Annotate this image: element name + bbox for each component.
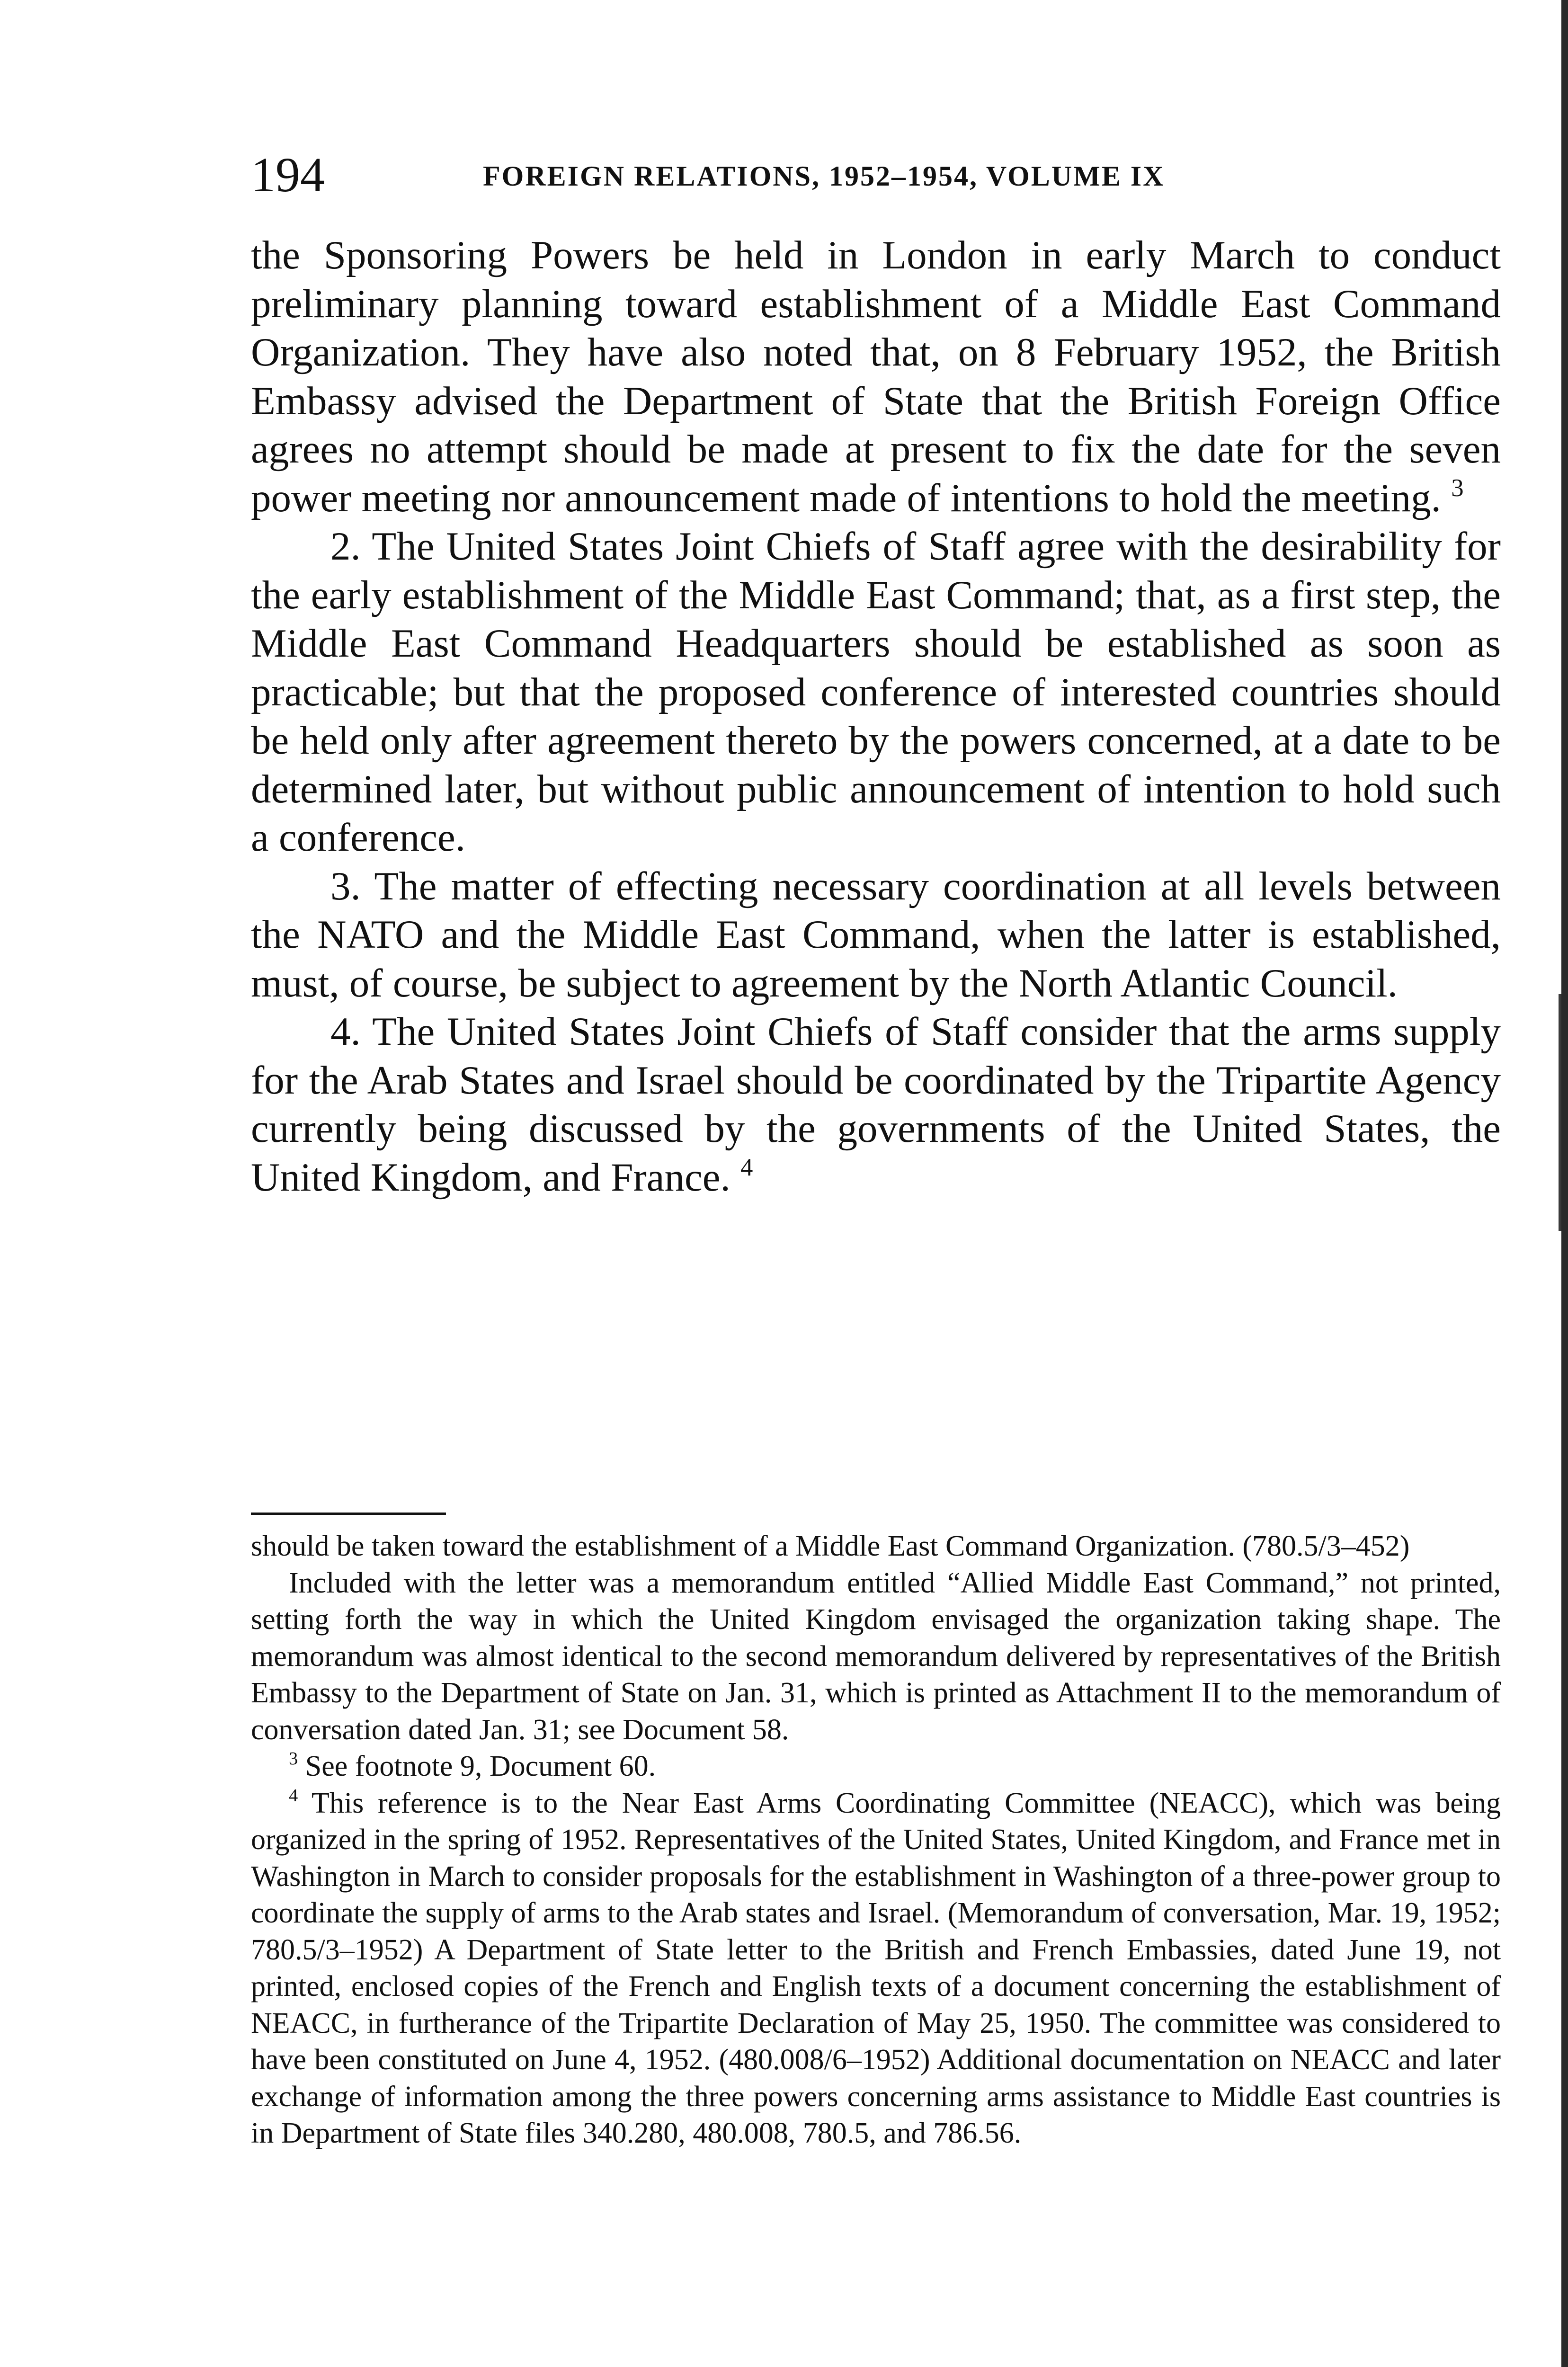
- footnote-continued: should be taken toward the establishment of a Middle East Command Organization. (780.5/3–452): [251, 1530, 1410, 1562]
- footnote-4-number: 4: [289, 1785, 298, 1806]
- footnote-3-text: See footnote 9, Document 60.: [305, 1750, 656, 1782]
- scan-border-shadow: [1559, 994, 1561, 1231]
- footnote-4-text: This reference is to the Near East Arms Coordinating Committee (NEACC), which was being organized in the spring of 1952. Representatives of the United States, United Kingdom, and France met in Washington in March to consider proposals for the establishment in Washington of a three-power group to coordinate the supply of arms to the Arab states and Israel. (Memorandum of conversation, Mar. 19, 1952; 780.5/3–1952) A Department of State letter to the British and French Embassies, dated June 19, not printed, enclosed copies of the French and English texts of a document concerning the establishment of NEACC, in furtherance of the Tripartite Declaration of May 25, 1950. The committee was considered to have been constituted on June 4, 1952. (480.008/6–1952) Additional documentation on NEACC and later exchange of information among the three powers concerning arms assistance to Middle East countries is in Department of State files 340.280, 480.008, 780.5, and 786.56.: [251, 1787, 1501, 2149]
- body-text: [251, 231, 1501, 1201]
- footnote-3-number: 3: [289, 1749, 298, 1769]
- body-paragraph-4: [251, 1007, 1501, 1201]
- footnote-4: [251, 1785, 1501, 2152]
- footnote-continued-paragraph: Included with the letter was a memorandum entitled “Allied Middle East Command,” not printed, setting forth the way in which the United Kingdom envisaged the organization taking shape. The memorandum was almost identical to the second memorandum delivered by representatives of the British Embassy to the Department of State on Jan. 31, which is printed as Attachment II to the memorandum of conversation dated Jan. 31; see Document 58.: [251, 1566, 1501, 1746]
- footnote-separator: [251, 1513, 446, 1515]
- running-head: [251, 142, 1501, 208]
- footnote-reference-3: 3: [1451, 474, 1464, 502]
- paragraph-text: the Sponsoring Powers be held in London in early March to conduct preliminary planning toward establishment of a Middle East Command Organization. They have also noted that, on 8 February 1952, the British Embassy advised the Department of State that the British Foreign Office agrees no attempt should be made at present to fix the date for the seven power meeting nor announcement made of intentions to hold the meeting.: [251, 233, 1501, 520]
- scan-border: [1561, 0, 1568, 2367]
- footnotes: [251, 1528, 1501, 2152]
- running-title: FOREIGN RELATIONS, 1952–1954, VOLUME IX: [483, 160, 1165, 192]
- footnote-reference-4: 4: [740, 1153, 753, 1181]
- paragraph-text: 4. The United States Joint Chiefs of Staff consider that the arms supply for the Arab States and Israel should be coordinated by the Tripartite Agency currently being discussed by the governments of the United States, the United Kingdom, and France.: [251, 1009, 1501, 1200]
- body-paragraph-1: [251, 231, 1501, 522]
- page-number: 194: [251, 148, 325, 202]
- body-paragraph-2: 2. The United States Joint Chiefs of Staff agree with the desirability for the early establishment of the Middle East Command; that, as a first step, the Middle East Command Headquarters should be established as soon as practicable; but that the proposed conference of interested countries should be held only after agreement thereto by the powers concerned, at a date to be determined later, but without public announcement of intention to hold such a conference.: [251, 524, 1501, 860]
- body-paragraph-3: 3. The matter of effecting necessary coordination at all levels between the NATO and the Middle East Command, when the latter is established, must, of course, be subject to agreement by the North Atlantic Council.: [251, 863, 1501, 1006]
- footnote-3: [251, 1748, 1501, 1785]
